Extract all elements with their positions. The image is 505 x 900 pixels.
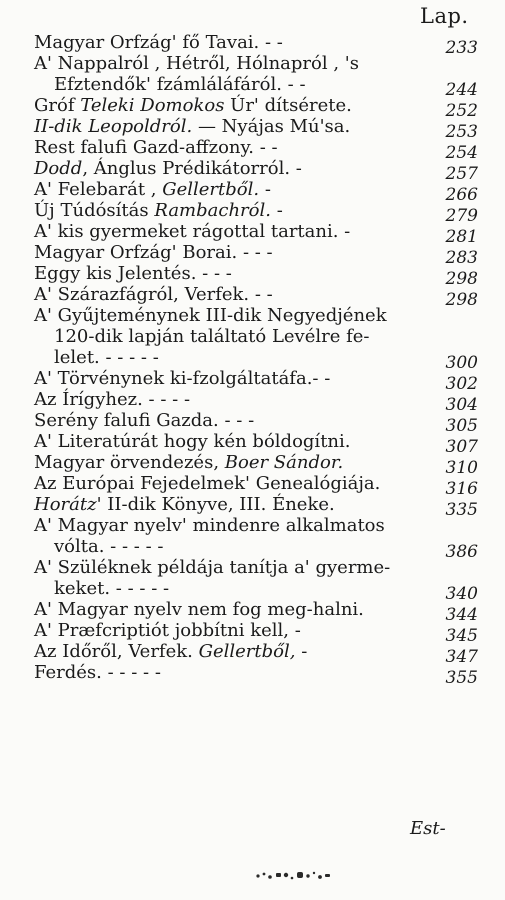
toc-entry-continuation [34,578,474,599]
toc-entry-title [34,515,474,536]
toc-entry [34,95,478,121]
toc-page-number: 347 [445,647,478,667]
toc-entry-title [34,32,474,53]
title-text: A' Gyűjteménynek III-dik Negyedjének [34,305,387,326]
toc-page-number: 345 [445,626,478,646]
toc-entry [34,221,478,247]
toc-page-number: 257 [445,164,478,184]
title-text: Eggy kis Jelentés. - - - [34,263,232,284]
toc-entry-title [34,200,474,221]
title-text: A' Nappalról , Hétről, Hólnapról , 's [34,53,359,74]
toc-entry [34,179,478,205]
toc-entry [34,200,478,226]
toc-entry-title [34,368,474,389]
title-text: keket. - - - - - [54,578,170,599]
toc-entry-title [34,620,474,641]
title-text: A' Magyar nyelv' mindenre alkalmatos [34,515,385,536]
toc-entry [34,473,478,499]
italic-name: Boer Sándor. [224,452,344,473]
toc-entry-title [34,263,474,284]
title-text: 120-dik lapján találtató Levélre fe- [54,326,370,347]
toc-page-number: 304 [445,395,478,415]
toc-page-number: 298 [445,269,478,289]
printer-ornament [254,868,334,882]
title-text: A' Szüléknek példája tanítja a' gyerme- [34,557,391,578]
title-text: lelet. - - - - - [54,347,159,368]
italic-name: II-dik Leopoldról. [34,116,193,137]
toc-page-number: 300 [445,353,478,373]
toc-entry [34,599,478,625]
title-text: A' Magyar nyelv nem fog meg-halni. [34,599,364,620]
toc-entry-title [34,137,474,158]
toc-entry-title [34,494,474,515]
toc-page-number: 302 [445,374,478,394]
title-text: Magyar Orfzág' Borai. - - - [34,242,273,263]
toc-entry [34,515,478,562]
italic-name: Rambachról. [154,200,271,221]
toc-page-number: 344 [445,605,478,625]
title-text: A' Szárazfágról, Verfek. - - [34,284,273,305]
toc-entry [34,116,478,142]
toc-entry [34,284,478,310]
title-text: A' kis gyermeket rágottal tartani. - [34,221,351,242]
toc-entry-title [34,662,474,683]
title-text: Efztendők' fzámláláfáról. - - [54,74,306,95]
italic-name: Horátz [34,494,97,515]
toc-page-number: 316 [445,479,478,499]
toc-page-number: 340 [445,584,478,604]
toc-entry-title [34,305,474,326]
toc-entry-title [34,242,474,263]
title-text: - [270,200,283,221]
title-text: - [295,641,308,662]
toc-entry [34,662,478,688]
title-text: Rest falufi Gazd-affzony. - - [34,137,278,158]
table-of-contents [34,32,478,688]
title-text: - [259,179,271,200]
title-text: Úr' dítsérete. [224,95,352,116]
title-text: A' Felebarát , [34,179,163,200]
toc-entry [34,410,478,436]
title-text: Új Túdósítás [34,200,155,221]
toc-entry-continuation [34,347,474,368]
toc-page-number: 335 [445,500,478,520]
toc-page-number: 283 [445,248,478,268]
toc-entry [34,263,478,289]
toc-entry [34,305,478,373]
toc-entry [34,452,478,478]
toc-entry-title [34,431,474,452]
toc-entry-continuation [34,74,474,95]
toc-entry [34,641,478,667]
toc-entry-title [34,641,474,662]
toc-entry [34,242,478,268]
toc-page-number: 281 [445,227,478,247]
title-text: Gróf [34,95,81,116]
toc-entry [34,431,478,457]
toc-entry-title [34,95,474,116]
toc-entry [34,32,478,58]
toc-page-number: 253 [445,122,478,142]
toc-entry-title [34,452,474,473]
toc-entry [34,137,478,163]
toc-entry-title [34,221,474,242]
toc-entry-title [34,116,474,137]
toc-entry [34,368,478,394]
toc-entry-title [34,557,474,578]
toc-page-number: 233 [445,38,478,58]
toc-entry-continuation [34,326,474,347]
toc-page-number: 307 [445,437,478,457]
toc-entry-continuation [34,536,474,557]
title-text: A' Törvénynek ki-fzolgáltatáfa.- - [34,368,331,389]
italic-name: Gellertből, [198,641,296,662]
toc-entry [34,158,478,184]
italic-name: Teleki Domokos [80,95,225,116]
title-text: , Ánglus Prédikátorról. - [82,158,302,179]
title-text: Serény falufi Gazda. - - - [34,410,255,431]
title-text: Ferdés. - - - - - [34,662,161,683]
title-text: ' II-dik Könyve, III. Éneke. [96,494,335,515]
catchword: Est- [410,818,446,839]
toc-page-number: 355 [445,668,478,688]
toc-entry-title [34,284,474,305]
title-text: Az Időről, Verfek. [34,641,199,662]
toc-entry-title [34,53,474,74]
title-text: vólta. - - - - - [54,536,164,557]
toc-entry [34,53,478,100]
title-text: Magyar Orfzág' fő Tavai. - - [34,32,283,53]
toc-page-number: 244 [445,80,478,100]
title-text: Magyar örvendezés, [34,452,225,473]
toc-entry [34,389,478,415]
toc-entry-title [34,158,474,179]
toc-page-number: 305 [445,416,478,436]
title-text: Az Európai Fejedelmek' Genealógiája. [34,473,381,494]
italic-name: Gellertből. [162,179,260,200]
toc-page-number: 254 [445,143,478,163]
toc-page-number: 266 [445,185,478,205]
toc-page-number: 310 [445,458,478,478]
title-text: — Nyájas Mú'sa. [192,116,351,137]
title-text: Az Írígyhez. - - - - [34,389,191,410]
toc-page-number: 279 [445,206,478,226]
toc-entry-title [34,410,474,431]
toc-page-number: 298 [445,290,478,310]
italic-name: Dodd [34,158,83,179]
page-column-header: Lap. [420,4,469,28]
title-text: A' Præfcriptiót jobbítni kell, - [34,620,301,641]
toc-entry [34,494,478,520]
toc-page-number: 252 [445,101,478,121]
toc-page-number: 386 [445,542,478,562]
toc-entry-title [34,473,474,494]
toc-entry-title [34,599,474,620]
toc-entry-title [34,389,474,410]
title-text: A' Literatúrát hogy kén bóldogítni. [34,431,351,452]
toc-entry [34,557,478,604]
toc-entry-title [34,179,474,200]
toc-entry [34,620,478,646]
